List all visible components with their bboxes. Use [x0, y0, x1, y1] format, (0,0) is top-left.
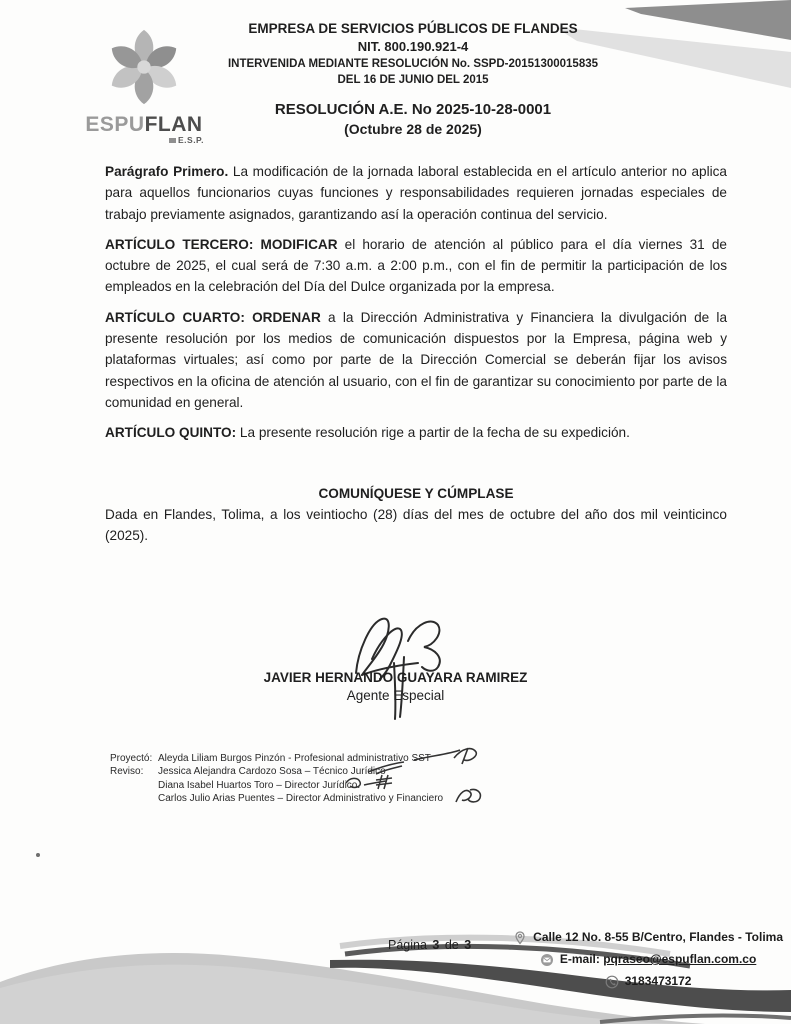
signature-block	[0, 669, 791, 705]
email-label: E-mail:	[559, 952, 600, 966]
letterhead	[130, 20, 696, 139]
initials-scribble	[452, 786, 486, 806]
paragraph-lead: Parágrafo Primero.	[105, 164, 229, 179]
email-address: pqraseo@espuflan.com.co	[603, 952, 757, 966]
resolution-title: RESOLUCIÓN A.E. No 2025-10-28-0001	[274, 101, 552, 118]
page-of: de	[444, 938, 459, 952]
phone-number: 3183473172	[624, 974, 692, 988]
page-label: Página	[388, 938, 427, 952]
logo-text-flan: FLAN	[144, 113, 203, 136]
initials-scribble	[342, 773, 402, 791]
credit-text: Diana Isabel Huartos Toro – Director Jurídico.	[158, 779, 361, 791]
paragraph-text: el horario de atención al público para el día viernes 31 de octubre de 2025, el cual será de 7:30 a.m. a 2:00 p.m., con el fin de permitir la participación de los empleados en la celebración del Día del Dulce organizada por la empresa.	[105, 236, 727, 295]
paragraph-text: La modificación de la jornada laboral establecida en el artículo anterior no aplica para aquellos funcionarios cuyas funciones y responsabilidades requieren jornadas especiales de trabajo previamente asignados, garantizando así la operación continua del servicio.	[105, 164, 727, 222]
comuniquese-heading: COMUNÍQUESE Y CÚMPLASE	[318, 485, 514, 501]
credits-block	[110, 752, 610, 806]
company-name: EMPRESA DE SERVICIOS PÚBLICOS DE FLANDES	[248, 21, 578, 36]
location-pin-icon	[513, 931, 527, 945]
initials-scribble	[410, 744, 480, 768]
signer-title: Agente Especial	[346, 688, 445, 703]
credit-label	[110, 792, 158, 805]
paragraph-lead: ARTÍCULO CUARTO: ORDENAR	[105, 309, 321, 325]
credit-text: Aleyda Liliam Burgos Pinzón - Profesional administrativo SST	[158, 753, 431, 764]
paragraph-lead: ARTÍCULO QUINTO:	[105, 425, 237, 441]
logo-text-espu: ESPU	[85, 113, 145, 136]
paragraph-articulo-tercero	[105, 234, 727, 298]
phone-icon	[605, 975, 619, 989]
signer-name: JAVIER HERNANDO GUAYARA RAMIREZ	[263, 670, 528, 685]
scan-stray-mark	[36, 853, 40, 857]
resolution-date: (Octubre 28 de 2025)	[344, 121, 482, 137]
credit-text: Jessica Alejandra Cardozo Sosa – Técnico Jurídico	[158, 766, 386, 778]
phone-line	[605, 973, 692, 990]
credit-label: Reviso:	[110, 766, 144, 778]
intervened-line-2: DEL 16 DE JUNIO DEL 2015	[337, 74, 489, 86]
email-line	[540, 951, 756, 968]
paragraph-text: a la Dirección Administrativa y Financiera la divulgación de la presente resolución por los medios de comunicación dispuestos por la Empresa, página web y plataformas virtuales; así como por parte de la Dirección Comercial se deberán fijar los avisos respectivos en la oficina de atención al usuario, con el fin de garantizar su conocimiento por parte de la comunidad en general.	[105, 309, 727, 410]
email-icon	[540, 953, 554, 967]
paragraph-articulo-quinto	[105, 422, 727, 443]
paragraph-lead: ARTÍCULO TERCERO: MODIFICAR	[105, 236, 338, 252]
paragraph-text: La presente resolución rige a partir de la fecha de su expedición.	[236, 425, 630, 441]
address-line	[513, 929, 783, 946]
paragraph-paragrafo-primero	[105, 161, 727, 225]
intervened-line-1: INTERVENIDA MEDIANTE RESOLUCIÓN No. SSPD-20151300015835	[227, 58, 599, 70]
signature-scribble	[342, 611, 462, 723]
paragraph-dada: Dada en Flandes, Tolima, a los veintiocho (28) días del mes de octubre del año dos mil veinticinco (2025).	[105, 506, 727, 544]
address-text: Calle 12 No. 8-55 B/Centro, Flandes - Tolima	[533, 930, 783, 944]
document-body	[105, 161, 727, 555]
company-nit: NIT. 800.190.921-4	[357, 39, 469, 54]
credit-label: Proyectó:	[110, 753, 153, 764]
credit-row-proyecto	[110, 752, 610, 765]
contact-block	[513, 929, 783, 990]
page-current: 3	[432, 938, 440, 952]
credit-row-reviso-3	[110, 792, 610, 805]
paragraph-articulo-cuarto	[105, 307, 727, 413]
credit-label	[110, 779, 158, 792]
page-number	[388, 938, 473, 952]
credit-text: Carlos Julio Arias Puentes – Director Administrativo y Financiero	[158, 793, 444, 805]
page-total: 3	[464, 938, 472, 952]
logo-esp-label: E.S.P.	[78, 135, 210, 145]
